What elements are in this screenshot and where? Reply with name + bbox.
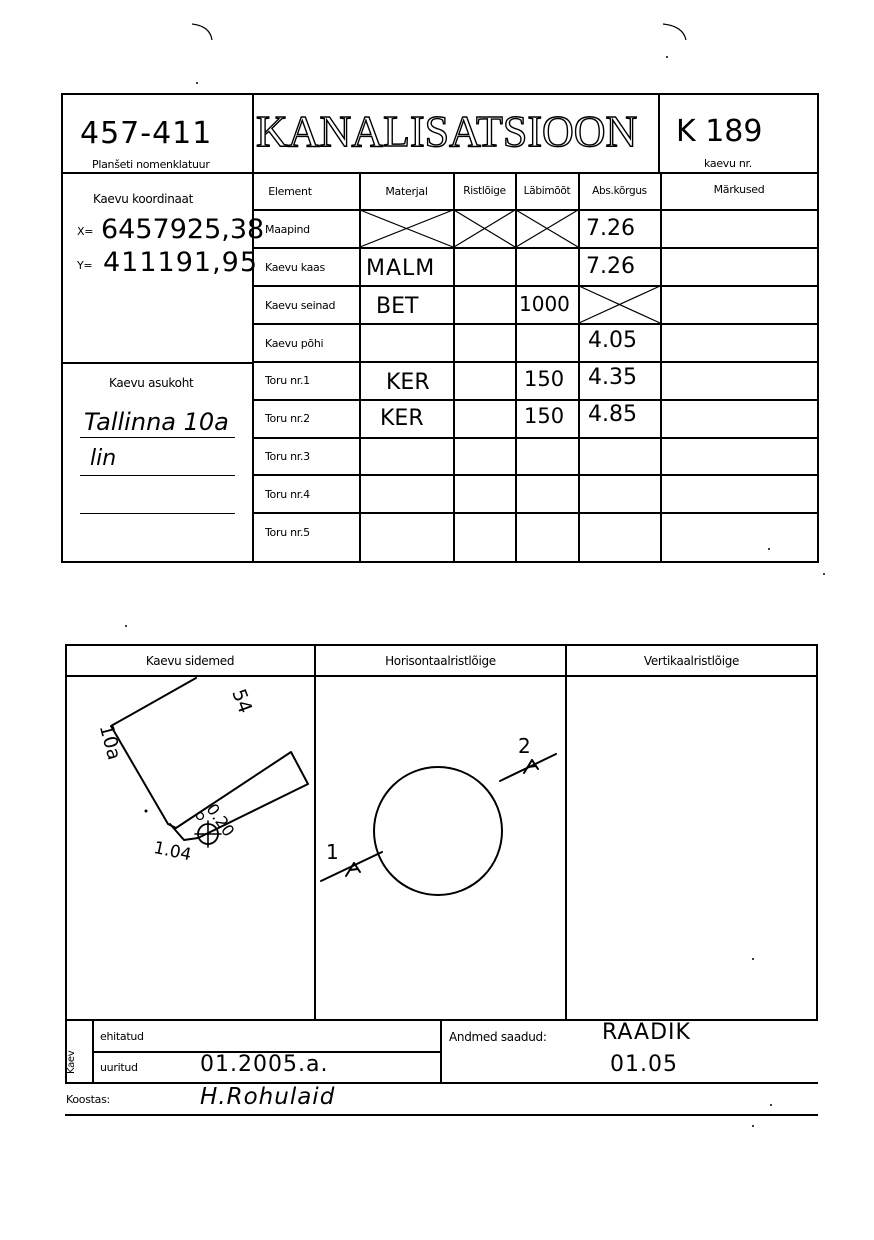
y-coordinate-label: Y=: [77, 259, 93, 272]
scan-speck: [823, 573, 825, 575]
column-header-materjal: Materjal: [385, 185, 428, 198]
location-line2: lin: [90, 446, 117, 471]
scan-speck: [125, 625, 127, 627]
well-number-label: kaevu nr.: [704, 157, 752, 170]
punch-hole-marks: [0, 0, 874, 100]
sheet-nomenclature-label: Planšeti nomenklatuur: [92, 158, 210, 171]
well-connections-title: Kaevu sidemed: [145, 654, 235, 668]
data-received-label: Andmed saadud:: [449, 1030, 547, 1044]
x-coordinate-label: X=: [77, 225, 94, 238]
vertical-section-title: Vertikaalristlõige: [643, 654, 740, 668]
pipe2-label: 2: [518, 734, 531, 758]
row-element-7: Toru nr.4: [265, 488, 310, 501]
sketch-label-104: 1.04: [151, 838, 194, 866]
renewed-value: 01.2005.a.: [200, 1052, 329, 1077]
labimoot-value-4: 150: [524, 367, 565, 391]
abs-value-1: 7.26: [586, 254, 635, 279]
composed-value: H.Rohulaid: [200, 1084, 336, 1110]
horizontal-section-title: Horisontaalristlõige: [385, 654, 496, 668]
scan-speck: [666, 56, 668, 58]
sketch-label-020: 0.20: [202, 800, 239, 841]
materjal-value-1: MALM: [366, 256, 436, 281]
built-label: ehitatud: [100, 1030, 144, 1043]
horizontal-section-drawing: [316, 676, 565, 1019]
labimoot-value-2: 1000: [519, 292, 570, 316]
column-header-labimoot: Läbimõõt: [523, 185, 571, 197]
column-header-ristloige: Ristlõige: [463, 185, 506, 197]
abs-value-0: 7.26: [586, 216, 635, 241]
materjal-value-2: BET: [376, 294, 419, 319]
x-coordinate-value: 6457925,38: [101, 214, 265, 245]
materjal-value-5: KER: [380, 406, 424, 431]
row-element-4: Toru nr.1: [265, 374, 310, 387]
scan-speck: [768, 548, 770, 550]
scan-speck: [752, 1125, 754, 1127]
column-header-element: Element: [268, 185, 312, 198]
row-element-2: Kaevu seinad: [265, 299, 336, 312]
sketch-label-10a: 10a: [94, 722, 126, 763]
data-received-value1: RAADIK: [602, 1020, 691, 1045]
location-line1: Tallinna 10a: [84, 408, 229, 436]
sketch-label-54: 54: [227, 686, 257, 717]
row-element-1: Kaevu kaas: [265, 261, 325, 274]
scan-speck: [752, 958, 754, 960]
pipe1-label: 1: [326, 840, 339, 864]
coordinates-label: Kaevu koordinaat: [93, 192, 194, 206]
well-number-value: K 189: [676, 114, 763, 149]
composed-label: Koostas:: [66, 1093, 110, 1106]
scan-speck: [770, 1104, 772, 1106]
scan-speck: [196, 82, 198, 84]
page-title: KANALISATSIOON: [256, 107, 638, 156]
row-element-0: Maapind: [265, 223, 310, 236]
abs-value-4: 4.35: [588, 365, 637, 390]
sheet-nomenclature-value: 457-411: [80, 116, 213, 151]
abs-value-5: 4.85: [588, 402, 637, 427]
materjal-value-4: KER: [386, 370, 430, 395]
abs-value-3: 4.05: [588, 328, 637, 353]
well-side-label: Kaev: [66, 1050, 77, 1074]
row-element-6: Toru nr.3: [265, 450, 310, 463]
data-received-value2: 01.05: [610, 1052, 678, 1077]
location-label: Kaevu asukoht: [109, 376, 194, 390]
row-element-8: Toru nr.5: [265, 526, 310, 539]
renewed-label: uuritud: [100, 1061, 138, 1074]
y-coordinate-value: 411191,95: [103, 247, 259, 278]
column-header-markused: Märkused: [713, 183, 765, 196]
labimoot-value-5: 150: [524, 404, 565, 428]
column-header-abs-korgus: Abs.kõrgus: [592, 185, 647, 197]
row-element-3: Kaevu põhi: [265, 337, 324, 350]
row-element-5: Toru nr.2: [265, 412, 310, 425]
